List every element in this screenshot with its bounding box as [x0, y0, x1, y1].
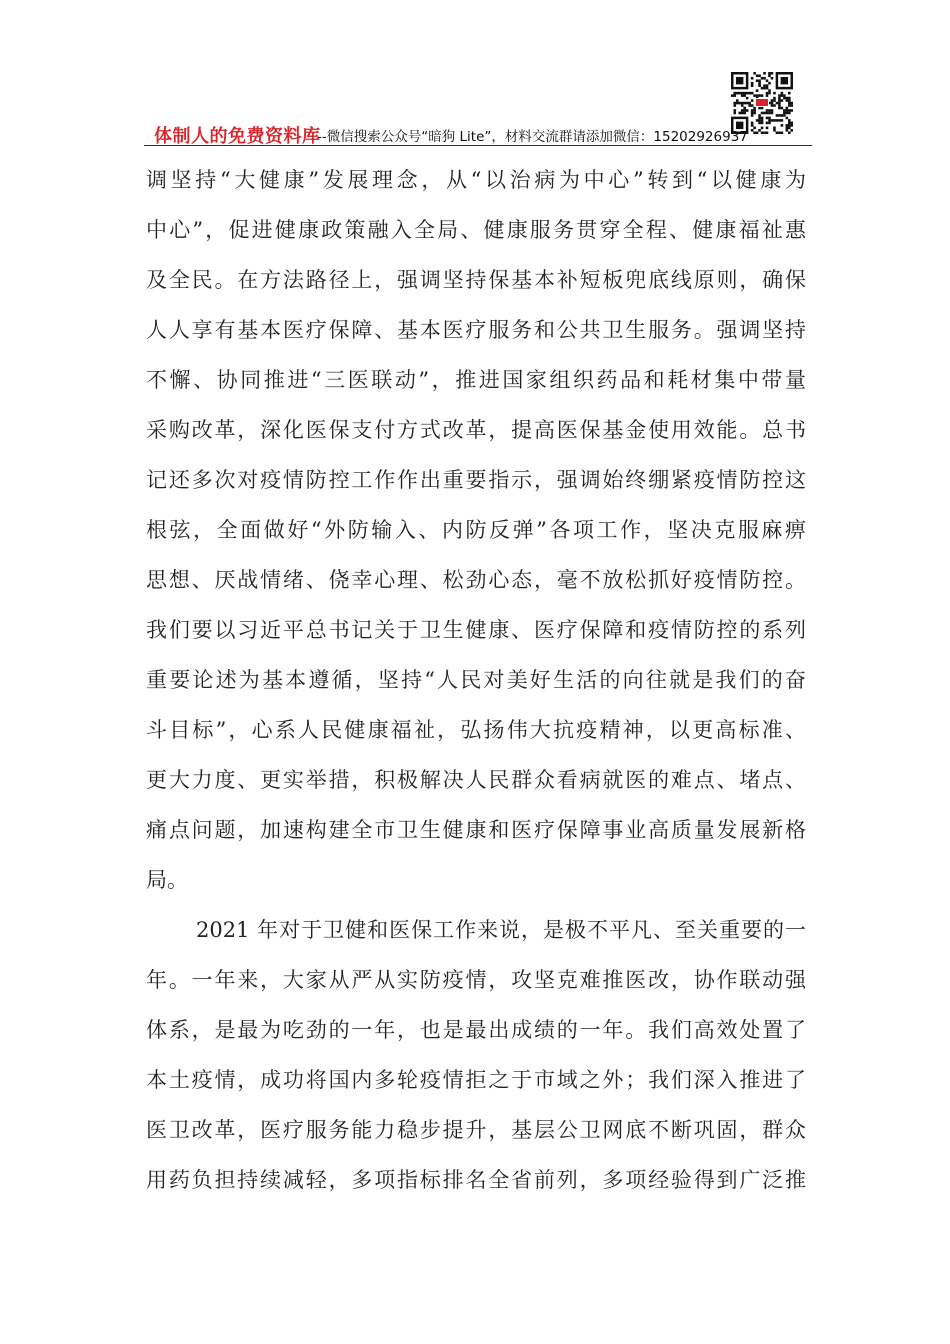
text-line: 不懈、协同推进“三医联动”，推进国家组织药品和耗材集中带量	[146, 368, 806, 392]
document-body	[146, 155, 806, 1205]
text-line: 医卫改革，医疗服务能力稳步提升，基层公卫网底不断巩固，群众	[146, 1118, 806, 1142]
text-line: 记还多次对疫情防控工作作出重要指示，强调始终绷紧疫情防控这	[146, 468, 806, 492]
page-header	[144, 120, 812, 146]
text-line: 重要论述为基本遵循，坚持“人民对美好生活的向往就是我们的奋	[146, 668, 806, 692]
text-line: 体系，是最为吃劲的一年，也是最出成绩的一年。我们高效处置了	[146, 1018, 806, 1042]
header-tagline: --微信搜索公众号“暗狗 Lite”，材料交流群请添加微信：15202926937	[317, 129, 748, 145]
text-line: 思想、厌战情绪、侥幸心理、松劲心态，毫不放松抓好疫情防控。	[146, 568, 806, 592]
paragraph-1	[146, 155, 806, 905]
text-line: 人人享有基本医疗保障、基本医疗服务和公共卫生服务。强调坚持	[146, 318, 806, 342]
header-divider	[144, 145, 812, 146]
text-line: 中心”，促进健康政策融入全局、健康服务贯穿全程、健康福祉惠	[146, 218, 806, 242]
header-brand: 体制人的免费资料库	[154, 126, 321, 147]
text-line: 用药负担持续减轻，多项指标排名全省前列，多项经验得到广泛推	[146, 1168, 806, 1192]
text-line: 更大力度、更实举措，积极解决人民群众看病就医的难点、堵点、	[146, 768, 806, 792]
text-line: 我们要以习近平总书记关于卫生健康、医疗保障和疫情防控的系列	[146, 618, 806, 642]
text-line: 根弦，全面做好“外防输入、内防反弹”各项工作，坚决克服麻痹	[146, 518, 806, 542]
text-line: 及全民。在方法路径上，强调坚持保基本补短板兜底线原则，确保	[146, 268, 806, 292]
paragraph-2	[146, 905, 806, 1205]
text-line: 采购改革，深化医保支付方式改革，提高医保基金使用效能。总书	[146, 418, 806, 442]
text-line: 局。	[146, 868, 188, 892]
text-line: 2021 年对于卫健和医保工作来说，是极不平凡、至关重要的一	[196, 918, 806, 942]
text-line: 调坚持“大健康”发展理念，从“以治病为中心”转到“以健康为	[146, 168, 806, 192]
text-line: 年。一年来，大家从严从实防疫情，攻坚克难推医改，协作联动强	[146, 968, 806, 992]
text-line: 本土疫情，成功将国内多轮疫情拒之于市域之外；我们深入推进了	[146, 1068, 806, 1092]
text-line: 痛点问题，加速构建全市卫生健康和医疗保障事业高质量发展新格	[146, 818, 806, 842]
text-line: 斗目标”，心系人民健康福祉，弘扬伟大抗疫精神，以更高标准、	[146, 718, 806, 742]
